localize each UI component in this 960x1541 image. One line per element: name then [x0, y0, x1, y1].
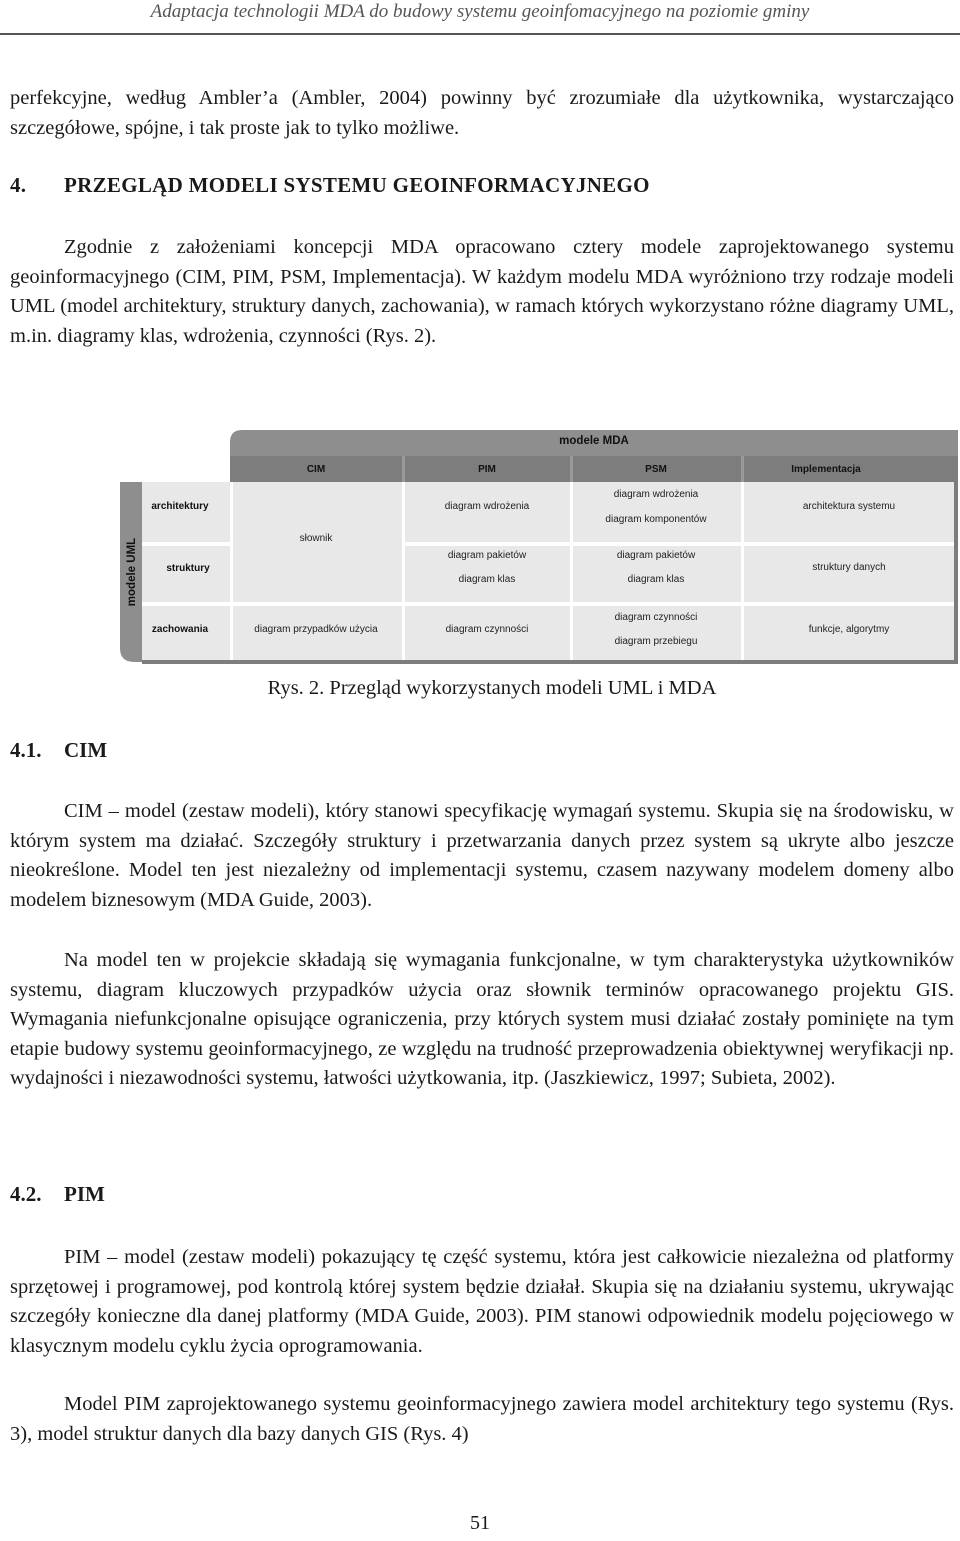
cell-pim-deployment: diagram wdrożenia [444, 501, 530, 512]
cell-pim-class: diagram klas [458, 574, 516, 585]
mda-models-title: modele MDA [559, 435, 629, 447]
section-title: PRZEGLĄD MODELI SYSTEMU GEOINFORMACYJNEGO [64, 173, 650, 197]
section-number: 4.2. [10, 1182, 42, 1206]
cell-psm-component: diagram komponentów [605, 514, 707, 525]
paragraph-pim-definition: PIM – model (zestaw modeli) pokazujący tę część systemu, która jest całkowicie niezależna od platformy sprzętowej i programowej, pod kontrolą której system będzie działał. Skupia się na działaniu systemu, ukrywając szczegóły konieczne dla danej platformy (MDA Guide, 2003). PIM stanowi odpowiednik modelu pojęciowego w klasycznym modelu cyklu życia oprogramowania. [10, 1246, 954, 1357]
page-number: 51 [470, 1512, 490, 1534]
section-title: PIM [64, 1182, 105, 1206]
cell-pim-activity: diagram czynności [445, 624, 529, 635]
section-number: 4.1. [10, 738, 42, 762]
column-header-pim: PIM [478, 464, 496, 475]
column-header-psm: PSM [645, 464, 667, 475]
cell-impl-architecture: architektura systemu [802, 501, 896, 512]
cell-psm-sequence: diagram przebiegu [614, 636, 698, 647]
header-rule [0, 33, 960, 35]
section-title: CIM [64, 738, 108, 762]
cell-psm-activity: diagram czynności [614, 612, 698, 623]
paragraph-cim-details: Na model ten w projekcie składają się wymagania funkcjonalne, w tym charakterystyka użytkowników systemu, diagram kluczowych przypadków użycia oraz słownik terminów opracowanego projektu GIS. Wymagania niefunkcjonalne opisujące ograniczenia, przy których system musi działać zostały pominięte na tym etapie budowy systemu geoinformacyjnego, ze względu na trudność przeprowadzenia obiektywnej weryfikacji np. wydajności i niezawodności systemu, łatwości użytkowania, itp. (Jaszkiewicz, 1997; Subieta, 2002). [10, 949, 954, 1089]
section-heading-4 [10, 173, 650, 198]
cell-psm-deployment: diagram wdrożenia [613, 489, 699, 500]
cell-cim-slownik: słownik [299, 533, 333, 544]
figure-caption: Rys. 2. Przegląd wykorzystanych modeli UML i MDA [267, 677, 717, 699]
row-header-zachowania: zachowania [151, 624, 209, 635]
cell-psm-class: diagram klas [627, 574, 685, 585]
column-header-cim: CIM [306, 464, 326, 475]
row-header-architektury: architektury [151, 501, 209, 512]
cell-impl-data-structures: struktury danych [812, 562, 886, 573]
column-header-implementacja: Implementacja [791, 464, 861, 475]
section-number: 4. [10, 173, 27, 197]
running-header: Adaptacja technologii MDA do budowy systemu geoinfomacyjnego na poziomie gminy [150, 1, 810, 22]
paragraph-models-overview: Zgodnie z założeniami koncepcji MDA opracowano cztery modele zaprojektowanego systemu geoinformacyjnego (CIM, PIM, PSM, Implementacja). W każdym modelu MDA wyróżniono trzy rodzaje modeli UML (model architektury, struktury danych, zachowania), w ramach których wykorzystano różne diagramy UML, m.in. diagramy klas, wdrożenia, czynności (Rys. 2). [10, 236, 954, 347]
section-heading-4-1 [10, 738, 107, 763]
paragraph-pim-details: Model PIM zaprojektowanego systemu geoinformacyjnego zawiera model architektury tego systemu (Rys. 3), model struktur danych dla bazy danych GIS (Rys. 4) [10, 1393, 954, 1445]
paragraph-intro: perfekcyjne, według Ambler’a (Ambler, 2004) powinny być zrozumiałe dla użytkownika, wystarczająco szczegółowe, spójne, i tak proste jak to tylko możliwe. [10, 87, 954, 139]
paragraph-cim-definition: CIM – model (zestaw modeli), który stanowi specyfikację wymagań systemu. Skupia się na środowisku, w którym system ma działać. Szczegóły struktury i przetwarzania danych przez system są ukryte albo jeszcze nieokreślone. Model ten jest niezależny od implementacji systemu, czasem nazywany modelem domeny albo modelem biznesowym (MDA Guide, 2003). [10, 800, 954, 911]
cell-pim-package: diagram pakietów [447, 550, 527, 561]
cell-cim-use-case: diagram przypadków użycia [254, 624, 378, 635]
mda-uml-diagram [108, 422, 958, 664]
cell-impl-functions: funkcje, algorytmy [808, 624, 890, 635]
section-heading-4-2 [10, 1182, 105, 1207]
row-header-struktury: struktury [166, 563, 210, 574]
cell-psm-package: diagram pakietów [616, 550, 696, 561]
uml-models-title: modele UML [126, 537, 138, 607]
